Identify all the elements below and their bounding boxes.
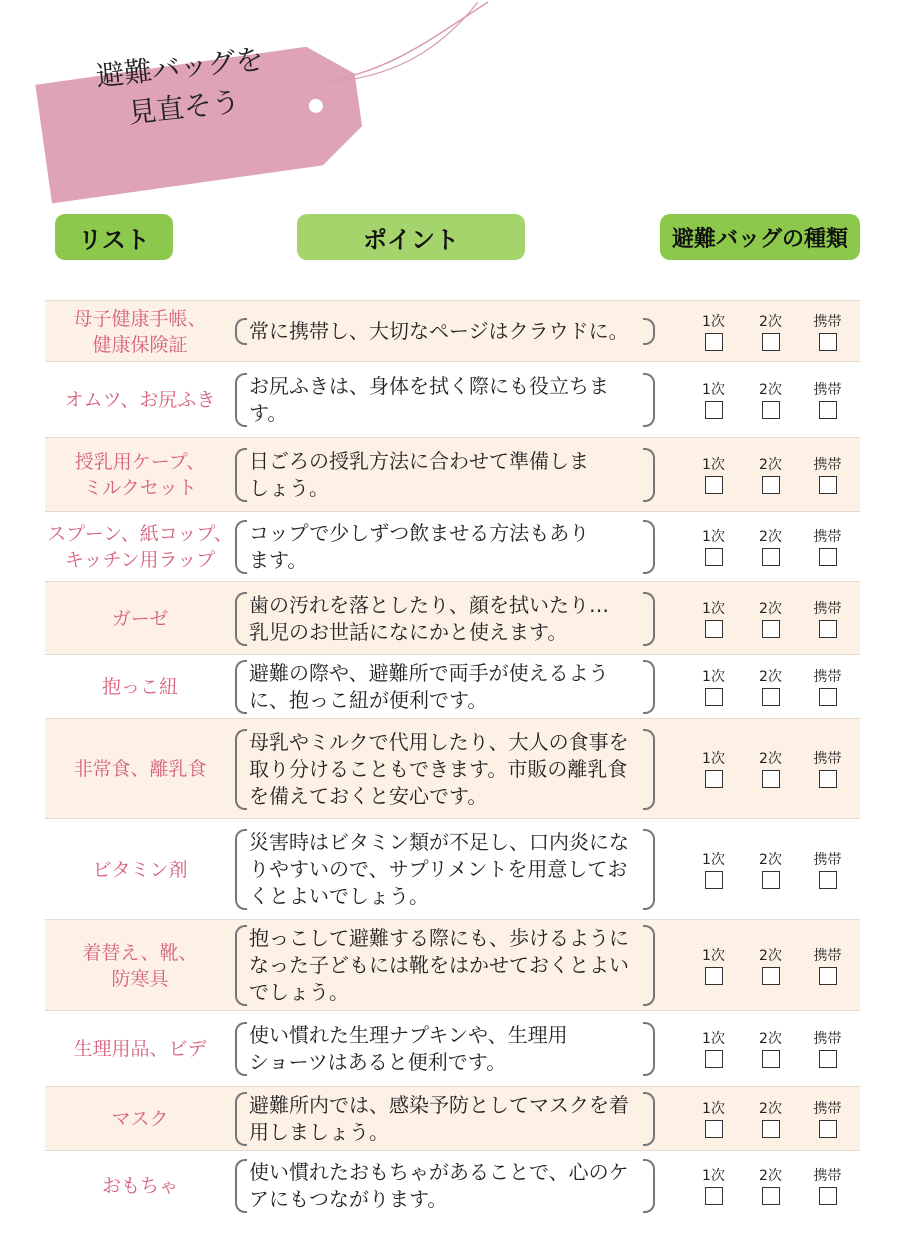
right-brace: [643, 318, 655, 345]
point-text: [235, 448, 655, 502]
check-label: 携帯: [813, 382, 842, 398]
check-label: 2次: [759, 313, 782, 330]
check-label: 携帯: [813, 529, 842, 545]
table-row: [45, 511, 860, 582]
check-secondary: [742, 313, 799, 351]
checkbox[interactable]: [762, 401, 780, 419]
item-name-line: 着替え、靴、: [82, 941, 198, 964]
point-text: [235, 318, 655, 345]
item-name-line: スプーン、紙コップ、: [47, 523, 233, 545]
check-label: 1次: [702, 1101, 725, 1117]
checkbox[interactable]: [819, 548, 837, 566]
check-primary: [685, 456, 742, 494]
item-name-line: 抱っこ紐: [101, 676, 178, 698]
check-primary: [685, 381, 742, 419]
check-label: 1次: [702, 1168, 725, 1184]
check-primary: [685, 600, 742, 638]
bag-type-checks: [685, 1100, 856, 1138]
check-label: 携帯: [813, 457, 842, 473]
item-name: [45, 674, 235, 700]
check-primary: [685, 947, 742, 985]
right-brace: [643, 1092, 655, 1146]
check-label: 1次: [702, 382, 725, 398]
check-label: 携帯: [813, 600, 842, 617]
checkbox[interactable]: [819, 770, 837, 788]
check-secondary: [742, 1100, 799, 1138]
left-brace: [235, 448, 247, 502]
point-line: 避難所内では、感染予防としてマスクを着: [249, 1093, 629, 1117]
check-label: 2次: [759, 1101, 782, 1117]
point-line: 使い慣れた生理ナプキンや、生理用: [249, 1023, 568, 1047]
header-bag-kind: 避難バッグの種類: [660, 214, 860, 260]
point-line: を備えておくと安心です。: [249, 783, 488, 808]
right-brace: [643, 592, 655, 646]
checkbox[interactable]: [762, 1050, 780, 1068]
item-name-line: マスク: [111, 1108, 169, 1130]
check-portable: [799, 750, 856, 788]
checkbox[interactable]: [819, 1120, 837, 1138]
check-secondary: [742, 1030, 799, 1068]
point-text: [235, 1092, 655, 1146]
right-brace: [643, 373, 655, 427]
checkbox[interactable]: [762, 770, 780, 788]
bag-type-checks: [685, 668, 856, 706]
point-line: しょう。: [249, 476, 329, 500]
checkbox[interactable]: [762, 967, 780, 985]
item-name: [45, 521, 235, 573]
checkbox[interactable]: [762, 688, 780, 706]
point-line: 用しましょう。: [249, 1120, 389, 1144]
check-label: 携帯: [813, 751, 842, 767]
right-brace: [643, 925, 655, 1006]
point-text: [235, 1022, 655, 1076]
item-name-line: 健康保険証: [92, 333, 188, 356]
bag-type-checks: [685, 1167, 856, 1205]
item-name: [45, 1106, 235, 1132]
check-label: 2次: [759, 382, 782, 398]
left-brace: [235, 829, 247, 910]
item-name: [45, 940, 235, 992]
check-primary: [685, 313, 742, 351]
point-line: なった子どもには靴をはかせておくとよい: [249, 953, 629, 977]
check-secondary: [742, 600, 799, 638]
check-label: 1次: [702, 851, 725, 868]
check-primary: [685, 668, 742, 706]
point-text: [235, 520, 655, 574]
checkbox[interactable]: [762, 476, 780, 494]
check-label: 1次: [702, 669, 725, 685]
point-line: 乳児のお世話になにかと使えます。: [249, 619, 568, 644]
checkbox[interactable]: [819, 1187, 837, 1205]
table-row: [45, 1150, 860, 1221]
check-primary: [685, 528, 742, 566]
check-portable: [799, 668, 856, 706]
point-line: くとよいでしょう。: [249, 884, 429, 908]
check-primary: [685, 750, 742, 788]
point-line: 災害時はビタミン類が不足し、口内炎にな: [249, 830, 629, 854]
table-row: [45, 718, 860, 819]
check-label: 2次: [759, 851, 782, 868]
item-name-line: ビタミン剤: [92, 858, 188, 881]
check-primary: [685, 851, 742, 889]
check-portable: [799, 1167, 856, 1205]
check-portable: [799, 456, 856, 494]
point-line: りやすいので、サプリメントを用意してお: [249, 857, 628, 881]
checkbox[interactable]: [705, 1050, 723, 1068]
point-line: に、抱っこ紐が便利です。: [249, 688, 488, 712]
item-name-line: おもちゃ: [101, 1175, 178, 1197]
checkbox[interactable]: [762, 620, 780, 638]
point-line: お尻ふきは、身体を拭く際にも役立ちま: [249, 374, 609, 398]
checkbox[interactable]: [819, 620, 837, 638]
checkbox[interactable]: [819, 476, 837, 494]
tag-string: [0, 0, 900, 200]
check-label: 2次: [759, 1168, 782, 1184]
left-brace: [235, 592, 247, 646]
checkbox[interactable]: [705, 548, 723, 566]
right-brace: [643, 520, 655, 574]
check-label: 1次: [702, 457, 725, 473]
checkbox[interactable]: [705, 333, 723, 351]
header-point: ポイント: [297, 214, 525, 260]
checkbox[interactable]: [819, 871, 837, 889]
check-label: 2次: [759, 457, 782, 473]
item-name: [45, 606, 235, 632]
item-name-line: 生理用品、ビデ: [73, 1038, 207, 1060]
right-brace: [643, 829, 655, 910]
right-brace: [643, 660, 655, 714]
bag-type-checks: [685, 528, 856, 566]
point-line: 使い慣れたおもちゃがあることで、心のケ: [249, 1160, 629, 1184]
check-label: 1次: [702, 751, 725, 767]
table-row: [45, 361, 860, 438]
check-label: 1次: [702, 529, 725, 545]
item-name: [45, 857, 235, 883]
point-line: 避難の際や、避難所で両手が使えるよう: [249, 661, 609, 685]
point-line: 抱っこして避難する際にも、歩けるように: [249, 926, 629, 950]
point-text: [235, 829, 655, 910]
point-line: ます。: [249, 548, 308, 572]
item-name: [45, 1173, 235, 1199]
point-text: [235, 592, 655, 646]
check-secondary: [742, 381, 799, 419]
point-text: [235, 373, 655, 427]
check-portable: [799, 313, 856, 351]
item-name: [45, 387, 235, 413]
check-label: 携帯: [813, 851, 842, 868]
checkbox[interactable]: [819, 401, 837, 419]
check-portable: [799, 947, 856, 985]
checkbox[interactable]: [762, 333, 780, 351]
check-label: 携帯: [813, 669, 842, 685]
table-row: [45, 654, 860, 719]
item-name: [45, 449, 235, 501]
bag-type-checks: [685, 1030, 856, 1068]
checkbox[interactable]: [762, 1120, 780, 1138]
table-row: [45, 1086, 860, 1151]
checkbox[interactable]: [762, 1187, 780, 1205]
checkbox[interactable]: [705, 770, 723, 788]
checkbox[interactable]: [819, 333, 837, 351]
check-label: 2次: [759, 600, 782, 617]
left-brace: [235, 318, 247, 345]
check-label: 携帯: [813, 313, 842, 330]
bag-type-checks: [685, 313, 856, 351]
right-brace: [643, 448, 655, 502]
check-primary: [685, 1100, 742, 1138]
check-label: 2次: [759, 669, 782, 685]
bag-type-checks: [685, 750, 856, 788]
checkbox[interactable]: [819, 1050, 837, 1068]
header-list: リスト: [55, 214, 173, 260]
point-line: コップで少しずつ飲ませる方法もあり: [249, 521, 590, 545]
table-row: [45, 300, 860, 362]
point-line: 歯の汚れを落としたり、顔を拭いたり…: [249, 592, 609, 617]
left-brace: [235, 520, 247, 574]
item-name-line: 非常食、離乳食: [73, 758, 207, 780]
item-name-line: ミルクセット: [83, 477, 197, 499]
checkbox[interactable]: [762, 548, 780, 566]
point-text: [235, 925, 655, 1006]
left-brace: [235, 729, 247, 810]
left-brace: [235, 925, 247, 1006]
check-label: 携帯: [813, 1101, 842, 1117]
check-portable: [799, 1030, 856, 1068]
bag-type-checks: [685, 947, 856, 985]
item-name: [45, 756, 235, 782]
point-line: でしょう。: [249, 980, 349, 1004]
item-name-line: キッチン用ラップ: [64, 549, 216, 571]
right-brace: [643, 1022, 655, 1076]
table-row: [45, 581, 860, 655]
checkbox[interactable]: [762, 871, 780, 889]
item-name: [45, 306, 235, 358]
left-brace: [235, 1159, 247, 1213]
left-brace: [235, 1092, 247, 1146]
checkbox[interactable]: [705, 1187, 723, 1205]
check-label: 携帯: [813, 947, 842, 964]
check-portable: [799, 851, 856, 889]
check-portable: [799, 528, 856, 566]
check-label: 携帯: [813, 1031, 842, 1047]
check-primary: [685, 1030, 742, 1068]
check-label: 1次: [702, 600, 725, 617]
check-label: 1次: [702, 1031, 725, 1047]
left-brace: [235, 373, 247, 427]
checkbox[interactable]: [819, 967, 837, 985]
check-secondary: [742, 947, 799, 985]
point-line: アにもつながります。: [249, 1187, 448, 1211]
table-row: [45, 1010, 860, 1087]
check-portable: [799, 600, 856, 638]
item-name-line: 防寒具: [111, 967, 169, 990]
check-secondary: [742, 528, 799, 566]
checkbox[interactable]: [705, 1120, 723, 1138]
bag-type-checks: [685, 600, 856, 638]
left-brace: [235, 660, 247, 714]
bag-type-checks: [685, 381, 856, 419]
checkbox[interactable]: [705, 620, 723, 638]
left-brace: [235, 1022, 247, 1076]
item-name-line: オムツ、お尻ふき: [64, 389, 216, 411]
checkbox[interactable]: [705, 688, 723, 706]
point-line: 日ごろの授乳方法に合わせて準備しま: [249, 449, 589, 473]
item-name-line: 母子健康手帳、: [73, 307, 207, 330]
right-brace: [643, 729, 655, 810]
item-name: [45, 1036, 235, 1062]
table-row: [45, 437, 860, 512]
point-line: す。: [249, 401, 288, 425]
point-text: [235, 1159, 655, 1213]
check-secondary: [742, 750, 799, 788]
checkbox[interactable]: [705, 871, 723, 889]
check-primary: [685, 1167, 742, 1205]
right-brace: [643, 1159, 655, 1213]
bag-type-checks: [685, 851, 856, 889]
point-text: [235, 729, 655, 810]
page-title: 避難バッグを 見直そう: [94, 42, 266, 130]
point-line: 母乳やミルクで代用したり、大人の食事を: [249, 729, 629, 754]
check-label: 2次: [759, 1031, 782, 1047]
checkbox[interactable]: [819, 688, 837, 706]
checkbox[interactable]: [705, 967, 723, 985]
point-line: 常に携帯し、大切なページはクラウドに。: [249, 319, 629, 343]
check-label: 2次: [759, 529, 782, 545]
item-name-line: ガーゼ: [111, 607, 169, 630]
check-secondary: [742, 851, 799, 889]
checkbox[interactable]: [705, 476, 723, 494]
check-label: 携帯: [813, 1168, 842, 1184]
check-secondary: [742, 668, 799, 706]
bag-type-checks: [685, 456, 856, 494]
check-portable: [799, 1100, 856, 1138]
check-secondary: [742, 1167, 799, 1205]
check-label: 1次: [702, 947, 725, 964]
checkbox[interactable]: [705, 401, 723, 419]
table-row: [45, 919, 860, 1011]
point-line: 取り分けることもできます。市販の離乳食: [249, 756, 628, 781]
check-label: 2次: [759, 751, 782, 767]
check-label: 2次: [759, 947, 782, 964]
table-row: [45, 818, 860, 920]
item-name-line: 授乳用ケープ、: [74, 451, 206, 473]
check-portable: [799, 381, 856, 419]
point-text: [235, 660, 655, 714]
check-label: 1次: [702, 313, 725, 330]
point-line: ショーツはあると便利です。: [249, 1050, 507, 1074]
check-secondary: [742, 456, 799, 494]
